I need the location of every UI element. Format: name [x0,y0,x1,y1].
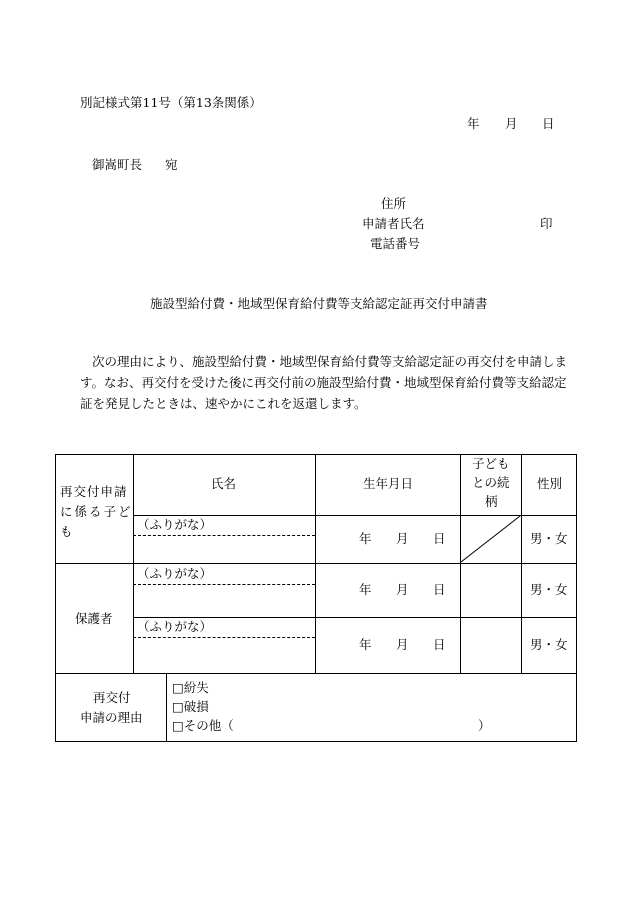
body-text-line-2: す。なお、再交付を受けた後に再交付前の施設型給付費・地域型保育給付費等支給認定 [80,375,567,390]
reason-lost-checkbox[interactable]: □紛失 [172,680,209,695]
reason-label-line-1: 再交付 [93,690,131,705]
diagonal-slash [460,515,521,563]
child-birth-day: 日 [433,531,446,546]
child-birth-year: 年 [359,531,372,546]
body-text-line-1: 次の理由により、施設型給付費・地域型保育給付費等支給認定証の再交付を申請しま [92,354,568,369]
body-text-line-3: 証を発見したときは、速やかにこれを返還します。 [80,396,367,411]
form-number: 別記様式第11号（第13条関係） [80,95,262,110]
reason-damaged-checkbox[interactable]: □破損 [172,699,209,714]
child-furigana-label: （ふりがな） [137,517,213,532]
guardian1-birth-month: 月 [396,582,409,597]
child-birth-month: 月 [396,531,409,546]
guardian1-birth-day: 日 [433,582,446,597]
recipient-name: 御嵩町長 [92,157,143,172]
column-birthdate-header: 生年月日 [363,476,414,491]
child-gender-choice: 男・女 [530,531,568,546]
reason-other-checkbox[interactable]: □その他（ [172,718,234,733]
date-year-label: 年 [467,116,480,131]
applicant-name-label: 申請者氏名 [362,216,425,231]
seal-mark: 印 [540,216,553,231]
guardian1-furigana-label: （ふりがな） [137,566,213,581]
reason-label-line-2: 申請の理由 [80,710,143,725]
column-gender-header: 性別 [537,476,563,491]
date-month-label: 月 [505,116,518,131]
guardian1-birth-year: 年 [359,582,372,597]
guardian2-furigana-label: （ふりがな） [137,619,213,634]
guardian-label: 保護者 [75,611,113,626]
guardian2-birth-month: 月 [396,637,409,652]
phone-label: 電話番号 [370,236,421,251]
document-title: 施設型給付費・地域型保育給付費等支給認定証再交付申請書 [150,296,488,311]
date-day-label: 日 [542,116,555,131]
address-label: 住所 [381,196,407,211]
child-label-line-3: も [60,524,73,539]
recipient-suffix: 宛 [165,157,178,172]
column-relation-header-line-3: 柄 [485,494,498,509]
child-label-line-2: に係る子ど [60,504,133,519]
guardian2-gender-choice: 男・女 [530,637,568,652]
guardian2-birth-day: 日 [433,637,446,652]
column-name-header: 氏名 [211,476,237,491]
reason-other-close-paren: ） [478,718,491,733]
guardian2-birth-year: 年 [359,637,372,652]
guardian1-gender-choice: 男・女 [530,582,568,597]
column-relation-header-line-1: 子ども [472,456,510,471]
child-label-line-1: 再交付申請 [60,484,128,499]
column-relation-header-line-2: との続 [472,475,510,490]
